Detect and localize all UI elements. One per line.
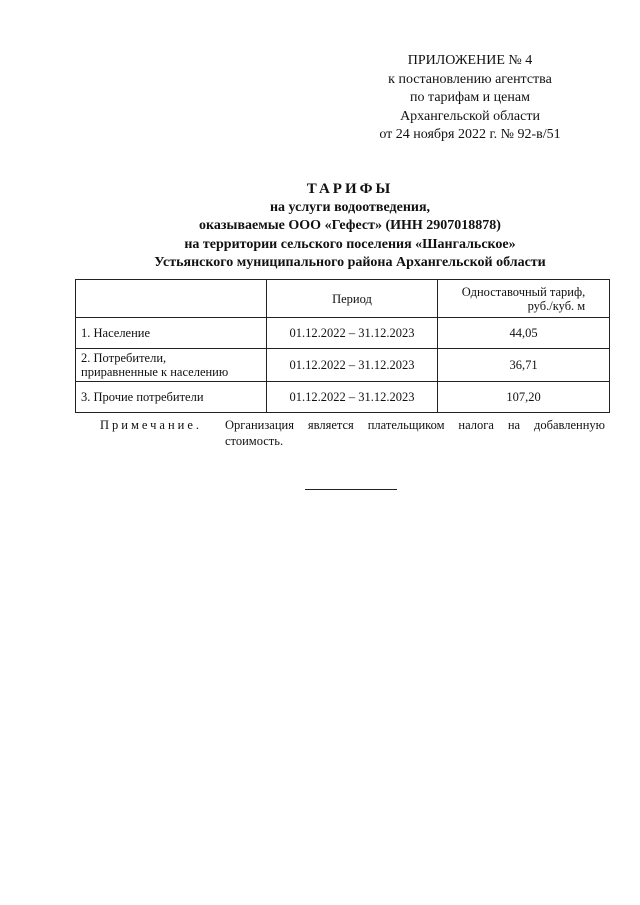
- cell-rate: 107,20: [438, 382, 610, 413]
- tariff-table: [75, 279, 610, 413]
- title-line: оказываемые ООО «Гефест» (ИНН 2907018878): [199, 218, 501, 233]
- title-line: Устьянского муниципального района Архангельской области: [154, 255, 546, 270]
- appendix-line: по тарифам и ценам: [410, 90, 530, 105]
- cell-category: [76, 318, 267, 349]
- cell-rate: 36,71: [438, 349, 610, 382]
- table-row: [76, 382, 610, 413]
- appendix-title: ПРИЛОЖЕНИЕ № 4: [407, 53, 533, 68]
- header-period: Период: [267, 280, 438, 318]
- cell-category: [76, 349, 267, 382]
- cell-category: [76, 382, 267, 413]
- header-category: [76, 280, 267, 318]
- appendix-line: к постановлению агентства: [388, 71, 552, 87]
- table-row: [76, 318, 610, 349]
- cell-period: 01.12.2022 – 31.12.2023: [267, 349, 438, 382]
- header-rate-line2: руб./куб. м: [527, 298, 586, 313]
- appendix-date-number: от 24 ноября 2022 г. № 92-в/51: [379, 127, 561, 142]
- cell-period: 01.12.2022 – 31.12.2023: [267, 382, 438, 413]
- header-rate: [438, 280, 610, 318]
- table-row: [76, 349, 610, 382]
- category-label-cont: приравненные к населению: [81, 365, 229, 379]
- note-text: Организация является плательщиком налога на добавленную стоимость.: [225, 418, 605, 448]
- title-line: на территории сельского поселения «Шангальское»: [184, 236, 516, 252]
- category-label: 3. Прочие потребители: [81, 390, 204, 404]
- cell-period: 01.12.2022 – 31.12.2023: [267, 318, 438, 349]
- title-line: на услуги водоотведения,: [269, 199, 431, 215]
- table-header-row: [76, 280, 610, 318]
- header-rate-line1: Одноставочный тариф,: [461, 284, 586, 299]
- appendix-reference: [350, 52, 590, 145]
- cell-rate: 44,05: [438, 318, 610, 349]
- category-label: 1. Население: [81, 326, 151, 340]
- appendix-line: Архангельской области: [400, 108, 540, 124]
- category-label: 2. Потребители,: [81, 351, 167, 365]
- title-main: ТАРИФЫ: [306, 181, 394, 197]
- closing-rule: [305, 489, 397, 490]
- document-title: [60, 180, 640, 273]
- note-label: Примечание.: [100, 418, 203, 432]
